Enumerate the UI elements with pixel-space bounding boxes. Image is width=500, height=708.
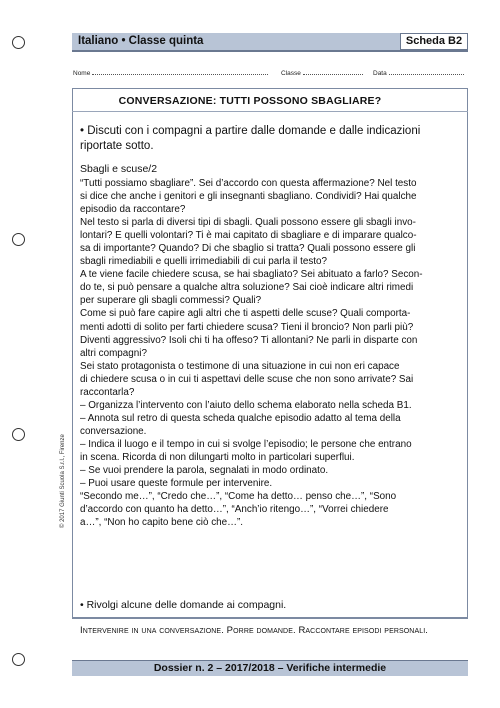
name-label: Nome xyxy=(73,70,91,77)
sheet-label: Scheda B2 xyxy=(400,33,468,50)
text-line: raccontarla? xyxy=(80,386,135,398)
text-line: do te, si può pensare a qualche altra soluzione? Sai cioè indicare altri rimedi xyxy=(80,282,414,294)
text-line: d’accordo con quanto ha detto…”, “Anch’io ritengo…”, “Vorrei chiedere xyxy=(80,504,389,516)
class-line xyxy=(303,68,363,75)
date-label: Data xyxy=(373,70,387,77)
intro-instruction: • Discuti con i compagni a partire dalle domande e dalle indicazioni riportate sotto. xyxy=(80,125,421,152)
text-line: sbagli rimediabili e quelli irrimediabili di cui parla il testo? xyxy=(80,256,327,268)
text-line: – Organizza l’intervento con l’aiuto dello schema elaborato nella scheda B1. xyxy=(80,399,412,411)
text-line: lontari? E quelli volontari? Ti è mai capitato di sbagliare e di imparare qualco- xyxy=(80,230,417,242)
text-line: – Se vuoi prendere la parola, segnalati in modo ordinato. xyxy=(80,465,329,477)
copyright-notice: © 2017 Giunti Scuola S.r.l., Firenze xyxy=(60,434,66,528)
binder-hole-4 xyxy=(12,653,25,666)
text-line: “Tutti possiamo sbagliare”. Sei d’accordo con questa affermazione? Nel testo xyxy=(80,178,417,189)
date-line xyxy=(389,68,464,75)
text-line: Nel testo si parla di diversi tipi di sbagli. Quali possono essere gli sbagli invo- xyxy=(80,217,416,229)
text-line: per superare gli sbagli commessi? Quali? xyxy=(80,295,262,307)
binder-hole-3 xyxy=(12,428,25,441)
class-label: Classe xyxy=(281,70,301,77)
text-line: conversazione. xyxy=(80,425,147,437)
footer-label: Dossier n. 2 – 2017/2018 – Verifiche intermedie xyxy=(153,662,387,674)
footer-bar xyxy=(72,660,468,676)
binder-hole-2 xyxy=(12,233,25,246)
closing-instruction: • Rivolgi alcune delle domande ai compagni. xyxy=(80,599,287,611)
name-field[interactable] xyxy=(73,68,268,77)
text-line: altri compagni? xyxy=(80,347,147,359)
text-line: – Indica il luogo e il tempo in cui si svolge l’episodio; le persone che entrano xyxy=(80,438,412,450)
binder-hole-1 xyxy=(12,36,25,49)
text-line: A te viene facile chiedere scusa, se hai sbagliato? Sei abituato a farlo? Secon- xyxy=(80,269,423,281)
subject-label: Italiano • Classe quinta xyxy=(78,35,204,47)
class-field[interactable] xyxy=(281,68,363,77)
text-line: menti adotti di solito per farti chiedere scusa? Tieni il broncio? Non parli più? xyxy=(80,321,414,333)
page-title: CONVERSAZIONE: TUTTI POSSONO SBAGLIARE? xyxy=(118,95,382,107)
header-bar xyxy=(72,33,468,52)
text-line: si dice che anche i genitori e gli insegnanti sbagliano. Condividi? Hai qualche xyxy=(80,191,417,203)
name-line xyxy=(92,68,268,75)
title-divider xyxy=(72,111,468,112)
text-line: Come si può fare capire agli altri che ti aspetti delle scuse? Quali comporta- xyxy=(80,308,411,320)
section-subheading: Sbagli e scuse/2 xyxy=(80,163,158,175)
text-line: episodio da raccontare? xyxy=(80,204,186,216)
text-line: Sei stato protagonista o testimone di una situazione in cui non eri capace xyxy=(80,360,400,372)
text-line: – Annota sul retro di questa scheda qualche episodio adatto al tema della xyxy=(80,412,401,424)
text-line: “Secondo me…”, “Credo che…”, “Come ha detto… penso che…”, “Sono xyxy=(80,491,397,503)
date-field[interactable] xyxy=(373,68,464,77)
skills-divider xyxy=(72,618,468,619)
text-line: a…”, “Non ho capito bene ciò che…”. xyxy=(80,517,244,529)
text-line: di chiedere scusa o in cui ti aspettavi delle scuse che non sono arrivate? Sai xyxy=(80,373,414,385)
text-line: in scena. Ricorda di non dilungarti molto in particolari superflui. xyxy=(80,451,355,463)
questions-text xyxy=(80,177,462,529)
text-line: – Puoi usare queste formule per intervenire. xyxy=(80,478,273,490)
text-line: Diventi aggressivo? Isoli chi ti ha offeso? Ti allontani? Ne parli in disparte con xyxy=(80,334,418,346)
skills-summary: Intervenire in una conversazione. Porre domande. Raccontare episodi personali. xyxy=(80,625,429,636)
text-line: sa di importante? Quando? Di che sbaglio si tratta? Quali possono essere gli xyxy=(80,243,416,255)
